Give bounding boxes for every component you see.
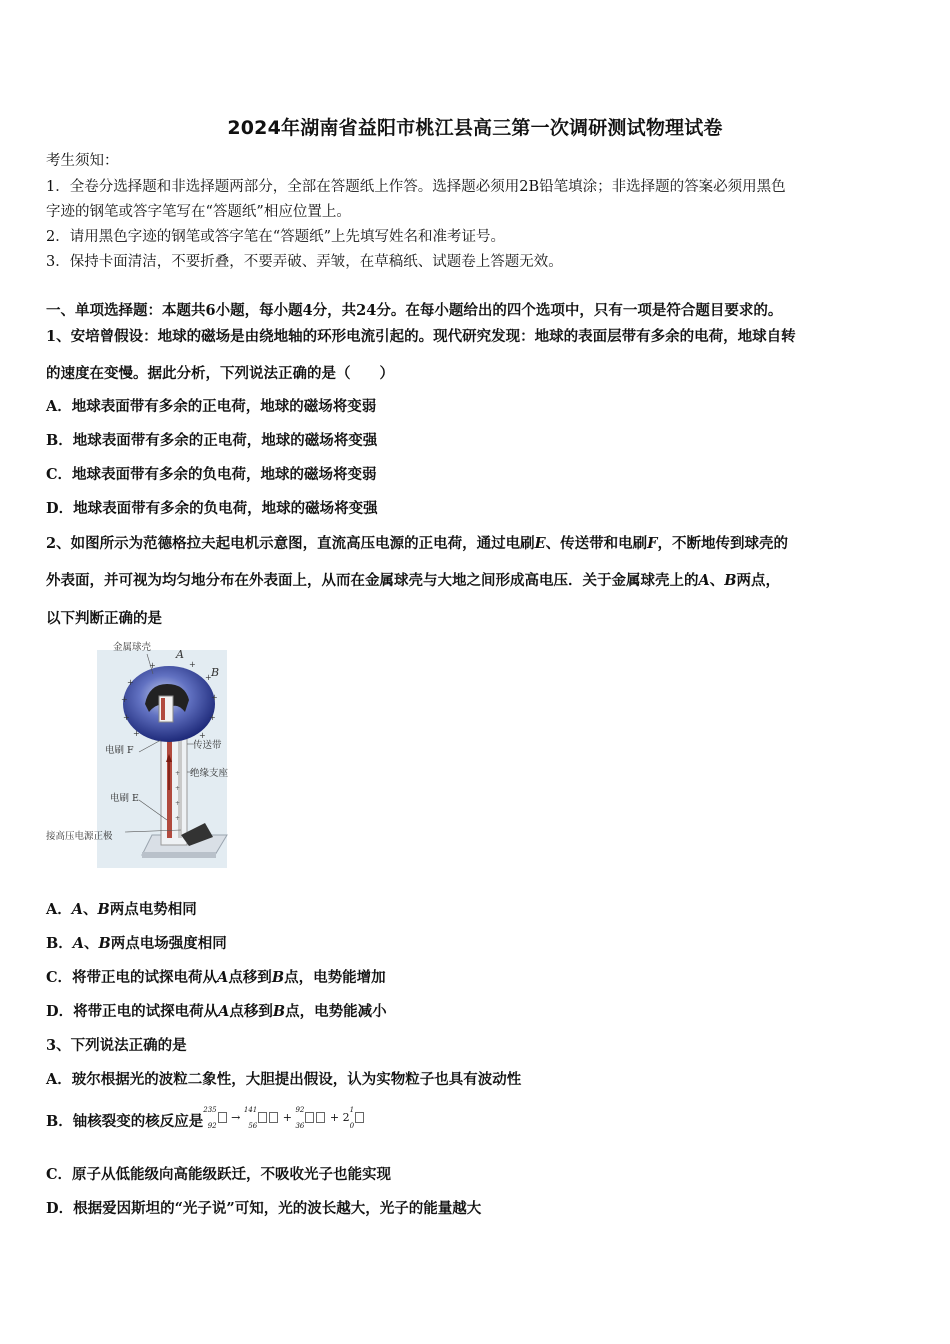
- label-belt: 传送带: [193, 740, 222, 751]
- symbol-A: A: [218, 1003, 230, 1020]
- missing-glyph-box: [355, 1112, 364, 1123]
- notice-item-1: 1．全卷分选择题和非选择题两部分，全部在答题纸上作答。选择题必须用2B铅笔填涂；非选择题的答案必须用黑色: [46, 179, 786, 195]
- symbol-A: A: [71, 901, 84, 918]
- label-point-b: B: [211, 666, 220, 679]
- label-metal-shell: 金属球壳: [113, 642, 152, 653]
- symbol-B: B: [97, 901, 110, 918]
- option-prefix: C．将带正电的试探电荷从: [46, 969, 218, 986]
- notice-item-3: 3．保持卡面清洁，不要折叠，不要弄破、弄皱，在草稿纸、试题卷上答题无效。: [46, 254, 563, 270]
- option-text: 点，电势能减小: [285, 1003, 387, 1020]
- missing-glyph-box: [305, 1112, 314, 1123]
- mass-number: 1: [349, 1106, 355, 1114]
- missing-glyph-box: [258, 1112, 267, 1123]
- section-heading: 一、单项选择题：本题共6小题，每小题4分，共24分。在每小题给出的四个选项中，只有一项是符合题目要求的。: [46, 302, 783, 319]
- q1-option-b: B．地球表面带有多余的正电荷，地球的磁场将变强: [46, 432, 378, 449]
- missing-glyph-box: [218, 1112, 227, 1123]
- svg-text:+: +: [127, 678, 134, 687]
- q2-option-c: [46, 968, 908, 988]
- option-text: 点，电势能增加: [284, 969, 386, 986]
- svg-text:+: +: [205, 673, 212, 682]
- svg-text:+: +: [211, 693, 218, 702]
- fission-equation: $^{235}$ $_{92}$ → $^{141}$ $_{56}$ + $^{92}$ $_{36} + 2^1$ $_0$: [203, 1106, 365, 1130]
- mass-number: 92: [295, 1106, 305, 1114]
- q3-option-d: D．根据爱因斯坦的“光子说”可知，光的波长越大，光子的能量越大: [46, 1200, 482, 1217]
- svg-text:+: +: [175, 815, 181, 822]
- svg-text:+: +: [133, 729, 140, 738]
- svg-text:+: +: [175, 770, 181, 777]
- q3-stem: 3、下列说法正确的是: [46, 1037, 187, 1054]
- svg-text:+: +: [175, 785, 181, 792]
- q1-option-a: A．地球表面带有多余的正电荷，地球的磁场将变弱: [46, 398, 377, 415]
- label-support: 绝缘支座: [190, 768, 229, 779]
- q1-option-d: D．地球表面带有多余的负电荷，地球的磁场将变强: [46, 500, 378, 517]
- q2-option-a: [46, 900, 908, 920]
- notice-item-2: 2．请用黑色字迹的钢笔或答字笔在“答题纸”上先填写姓名和准考证号。: [46, 229, 506, 245]
- option-text: 两点电场强度相同: [110, 935, 227, 952]
- missing-glyph-box: [269, 1112, 278, 1123]
- q2-stem-line3: 以下判断正确的是: [46, 610, 162, 627]
- label-point-a: A: [176, 648, 184, 661]
- atomic-number: 0: [349, 1121, 355, 1130]
- q2-stem-line1: [46, 534, 908, 554]
- van-de-graaff-figure: [46, 640, 241, 868]
- q1-option-c: C．地球表面带有多余的负电荷，地球的磁场将变弱: [46, 466, 377, 483]
- q2-text: 两点，: [736, 572, 781, 589]
- option-text: 、: [84, 935, 99, 952]
- notice-heading: 考生须知：: [46, 153, 119, 169]
- svg-text:+: +: [149, 661, 156, 670]
- symbol-B: B: [272, 1003, 286, 1020]
- svg-text:+: +: [189, 660, 196, 669]
- symbol-F: F: [647, 535, 658, 552]
- svg-text:+: +: [199, 731, 206, 740]
- option-text: 、: [83, 901, 98, 918]
- svg-text:+: +: [175, 800, 181, 807]
- label-brush-f: 电刷 F: [105, 745, 134, 756]
- svg-text:+: +: [121, 695, 128, 704]
- label-brush-e: 电刷 E: [110, 793, 139, 804]
- option-text: B．铀核裂变的核反应是: [46, 1112, 204, 1130]
- q2-option-d: [46, 1002, 908, 1022]
- missing-glyph-box: [316, 1112, 325, 1123]
- q2-text: ，不断地传到球壳的: [657, 535, 788, 552]
- atomic-number: 36: [295, 1121, 305, 1130]
- symbol-B: B: [98, 935, 111, 952]
- option-text: 点移到: [229, 1003, 273, 1020]
- q3-option-b: [46, 1106, 908, 1134]
- q2-text: 、: [709, 572, 725, 589]
- mass-number: 141: [243, 1106, 258, 1114]
- q3-option-c: C．原子从低能级向高能级跃迁，不吸收光子也能实现: [46, 1166, 392, 1183]
- atomic-number: 56: [248, 1121, 258, 1130]
- q2-option-b: [46, 934, 908, 954]
- atomic-number: 92: [207, 1121, 217, 1130]
- exam-title: 2024年湖南省益阳市桃江县高三第一次调研测试物理试卷: [227, 117, 723, 139]
- q2-text: 、传送带和电刷: [545, 535, 648, 552]
- q1-stem-line1: 1、安培曾假设：地球的磁场是由绕地轴的环形电流引起的。现代研究发现：地球的表面层带有多余的电荷，地球自转: [46, 328, 796, 345]
- svg-text:+: +: [123, 713, 130, 722]
- mass-number: 235: [203, 1106, 217, 1114]
- symbol-A: A: [217, 969, 229, 986]
- svg-text:+: +: [209, 713, 216, 722]
- symbol-E: E: [534, 535, 546, 552]
- symbol-B: B: [271, 969, 285, 986]
- q2-stem-line2: [46, 571, 908, 591]
- q2-text: 2、如图所示为范德格拉夫起电机示意图，直流高压电源的正电荷，通过电刷: [46, 535, 535, 552]
- symbol-B: B: [724, 572, 737, 589]
- option-prefix: D．将带正电的试探电荷从: [46, 1003, 219, 1020]
- option-prefix: A．: [46, 901, 72, 918]
- option-text: 点移到: [228, 969, 272, 986]
- symbol-A: A: [698, 572, 710, 589]
- notice-item-1-cont: 字迹的钢笔或答字笔写在“答题纸”相应位置上。: [46, 204, 351, 220]
- coefficient: 2: [342, 1110, 350, 1124]
- option-prefix: B．: [46, 935, 73, 952]
- option-text: 两点电势相同: [109, 901, 197, 918]
- q2-text: 外表面，并可视为均匀地分布在外表面上，从而在金属球壳与大地之间形成高电压．关于金属球壳上的: [46, 572, 699, 589]
- symbol-A: A: [72, 935, 85, 952]
- q3-option-a: A．玻尔根据光的波粒二象性，大胆提出假设，认为实物粒子也具有波动性: [46, 1071, 522, 1088]
- q1-stem-line2: 的速度在变慢。据此分析，下列说法正确的是（ ）: [46, 365, 394, 382]
- label-power-source: 接高压电源正极: [46, 831, 113, 842]
